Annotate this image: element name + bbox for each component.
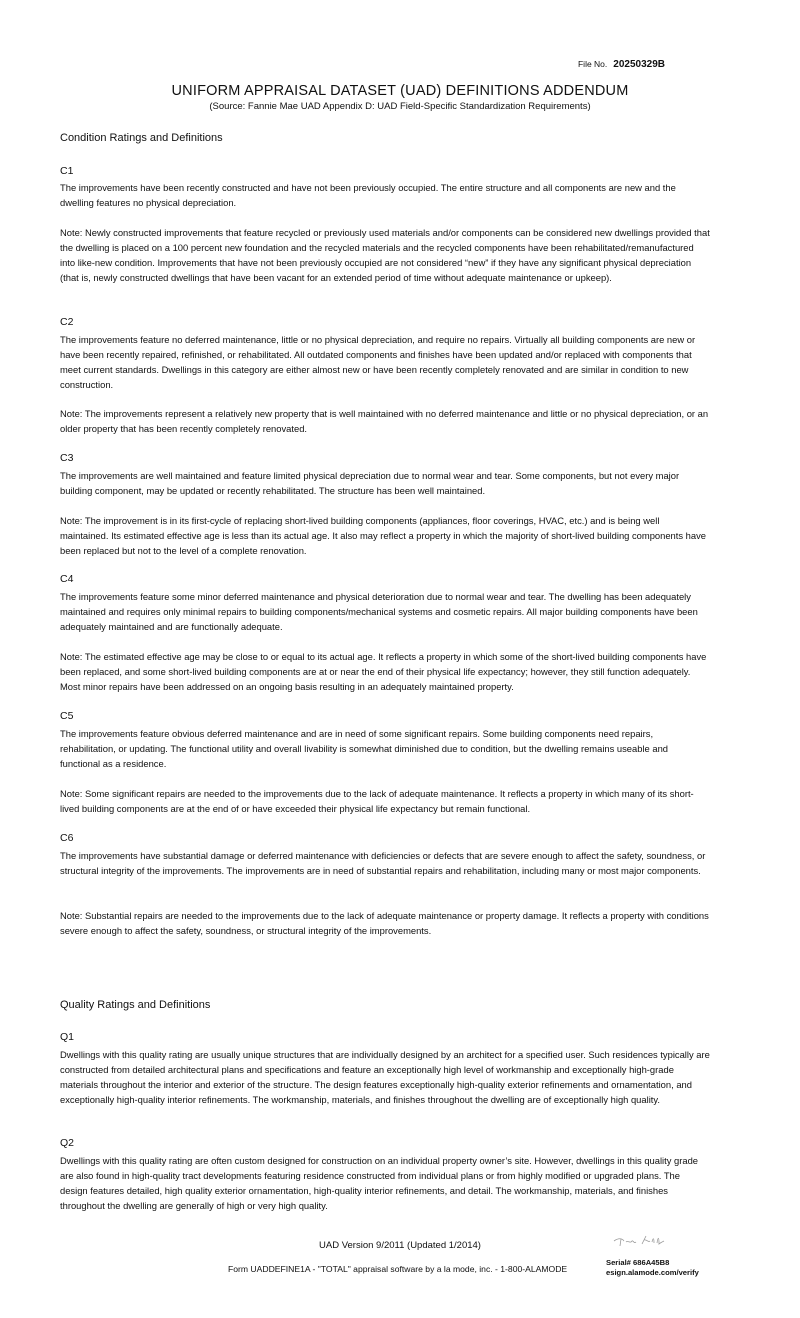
c2-label: C2 <box>60 316 74 328</box>
q1-label: Q1 <box>60 1031 75 1043</box>
c6-text: The improvements have substantial damage or deferred maintenance with deficiencies or defects that are severe enough to affect the safety, soundness, or structural integrity of the improvements. The improvements are in need of substantial repairs and rehabilitation, including many or most major components. <box>60 850 706 876</box>
c3-text: The improvements are well maintained and feature limited physical depreciation due to normal wear and tear. Some components, but not every major building component, may be updated or recently rehabilitated. The structure has been well maintained. <box>60 470 680 496</box>
c3-note: Note: The improvement is in its first-cycle of replacing short-lived building components (appliances, floor coverings, HVAC, etc.) and is being well maintained. Its estimated effective age is less than its actual age. It also may reflect a property in which the majority of short-lived building components have been replaced but not to the level of a complete renovation. <box>60 515 706 556</box>
q1-text: Dwellings with this quality rating are usually unique structures that are individually designed by an architect for a specified user. Such residences typically are constructed from detailed architectural plans and specifications and feature an exceptionally high level of workmanship and exceptionally high-grade materials throughout the interior and exterior of the structure. The design features exceptionally high-quality exterior refinements and ornamentation, and exceptionally high-quality interior refinements. The workmanship, materials, and finishes throughout the dwelling are of exceptionally high quality. <box>60 1049 710 1105</box>
c1-note: Note: Newly constructed improvements that feature recycled or previously used materials and/or components can be considered new dwellings provided that the dwelling is placed on a 100 percent new foundation and the recycled materials and the recycled components have been rehabilitated/remanufactured into like-new condition. Improvements that have not been previously occupied are not considered “new” if they have any significant physical depreciation (that is, newly constructed dwellings that have been vacant for an extended period of time without adequate maintenance or upkeep). <box>60 227 710 283</box>
condition-heading: Condition Ratings and Definitions <box>60 132 223 144</box>
serial-block <box>606 1258 699 1278</box>
c5-note: Note: Some significant repairs are needed to the improvements due to the lack of adequate maintenance. It reflects a property in which many of its short-lived building components are at the end of or have exceeded their physical life expectancy but remain functional. <box>60 788 694 814</box>
verify-link[interactable]: esign.alamode.com/verify <box>606 1268 699 1277</box>
c3-label: C3 <box>60 452 74 464</box>
file-number <box>578 59 665 70</box>
c4-label: C4 <box>60 573 74 585</box>
page-subtitle: (Source: Fannie Mae UAD Appendix D: UAD Field-Specific Standardization Requirements) <box>209 101 591 112</box>
form-line: Form UADDEFINE1A - "TOTAL" appraisal software by a la mode, inc. - 1-800-ALAMODE <box>228 1264 568 1274</box>
c4-note: Note: The estimated effective age may be close to or equal to its actual age. It reflects a property in which some of the short-lived building components have been replaced, and some short-lived building components are at or near the end of their physical life expectancy; however, they still function adequately. Most minor repairs have been addressed on an ongoing basis resulting in an adequately maintained property. <box>60 651 707 692</box>
q2-label: Q2 <box>60 1137 75 1149</box>
signature-image <box>612 1232 666 1250</box>
c5-label: C5 <box>60 710 74 722</box>
c2-text: The improvements feature no deferred maintenance, little or no physical depreciation, and require no repairs. Virtually all building components are new or have been recently repaired, refinished, or rehabilitated. All outdated components and finishes have been updated and/or replaced with components that meet current standards. Dwellings in this category are either almost new or have been recently completely renovated and are similar in condition to new construction. <box>60 334 696 390</box>
c2-note: Note: The improvements represent a relatively new property that is well maintained with no deferred maintenance and little or no physical depreciation, or an older property that has been recently completely renovated. <box>60 408 709 434</box>
page-title: UNIFORM APPRAISAL DATASET (UAD) DEFINITIONS ADDENDUM <box>171 83 629 99</box>
c4-text: The improvements feature some minor deferred maintenance and physical deterioration due to normal wear and tear. The dwelling has been adequately maintained and requires only minimal repairs to building components/mechanical systems and cosmetic repairs. All major building components have been adequately maintained and are functionally adequate. <box>60 591 698 632</box>
c5-text: The improvements feature obvious deferred maintenance and are in need of some significant repairs. Some building components need repairs, rehabilitation, or updating. The functional utility and overall livability is somewhat diminished due to condition, but the dwelling remains useable and functional as a residence. <box>60 728 668 769</box>
c1-text: The improvements have been recently constructed and have not been previously occupied. The entire structure and all components are new and the dwelling features no physical depreciation. <box>60 182 676 208</box>
quality-heading: Quality Ratings and Definitions <box>60 999 211 1011</box>
c6-note: Note: Substantial repairs are needed to the improvements due to the lack of adequate maintenance or property damage. It reflects a property with conditions severe enough to affect the safety, soundness, or structural integrity of the improvements. <box>60 910 709 936</box>
file-number-value: 20250329B <box>613 59 665 70</box>
q2-text: Dwellings with this quality rating are often custom designed for construction on an individual property owner’s site. However, dwellings in this quality grade are also found in high-quality tract developments featuring residence constructed from individual plans or from highly modified or upgraded plans. The design features detailed, high quality exterior ornamentation, high-quality interior refinements, and detail. The workmanship, materials, and finishes throughout the dwelling are generally of high or very high quality. <box>60 1155 699 1211</box>
serial-number: Serial# 686A45B8 <box>606 1258 670 1267</box>
c1-label: C1 <box>60 165 74 177</box>
uad-version: UAD Version 9/2011 (Updated 1/2014) <box>319 1240 481 1251</box>
c6-label: C6 <box>60 832 74 844</box>
file-number-label: File No. <box>577 59 608 69</box>
